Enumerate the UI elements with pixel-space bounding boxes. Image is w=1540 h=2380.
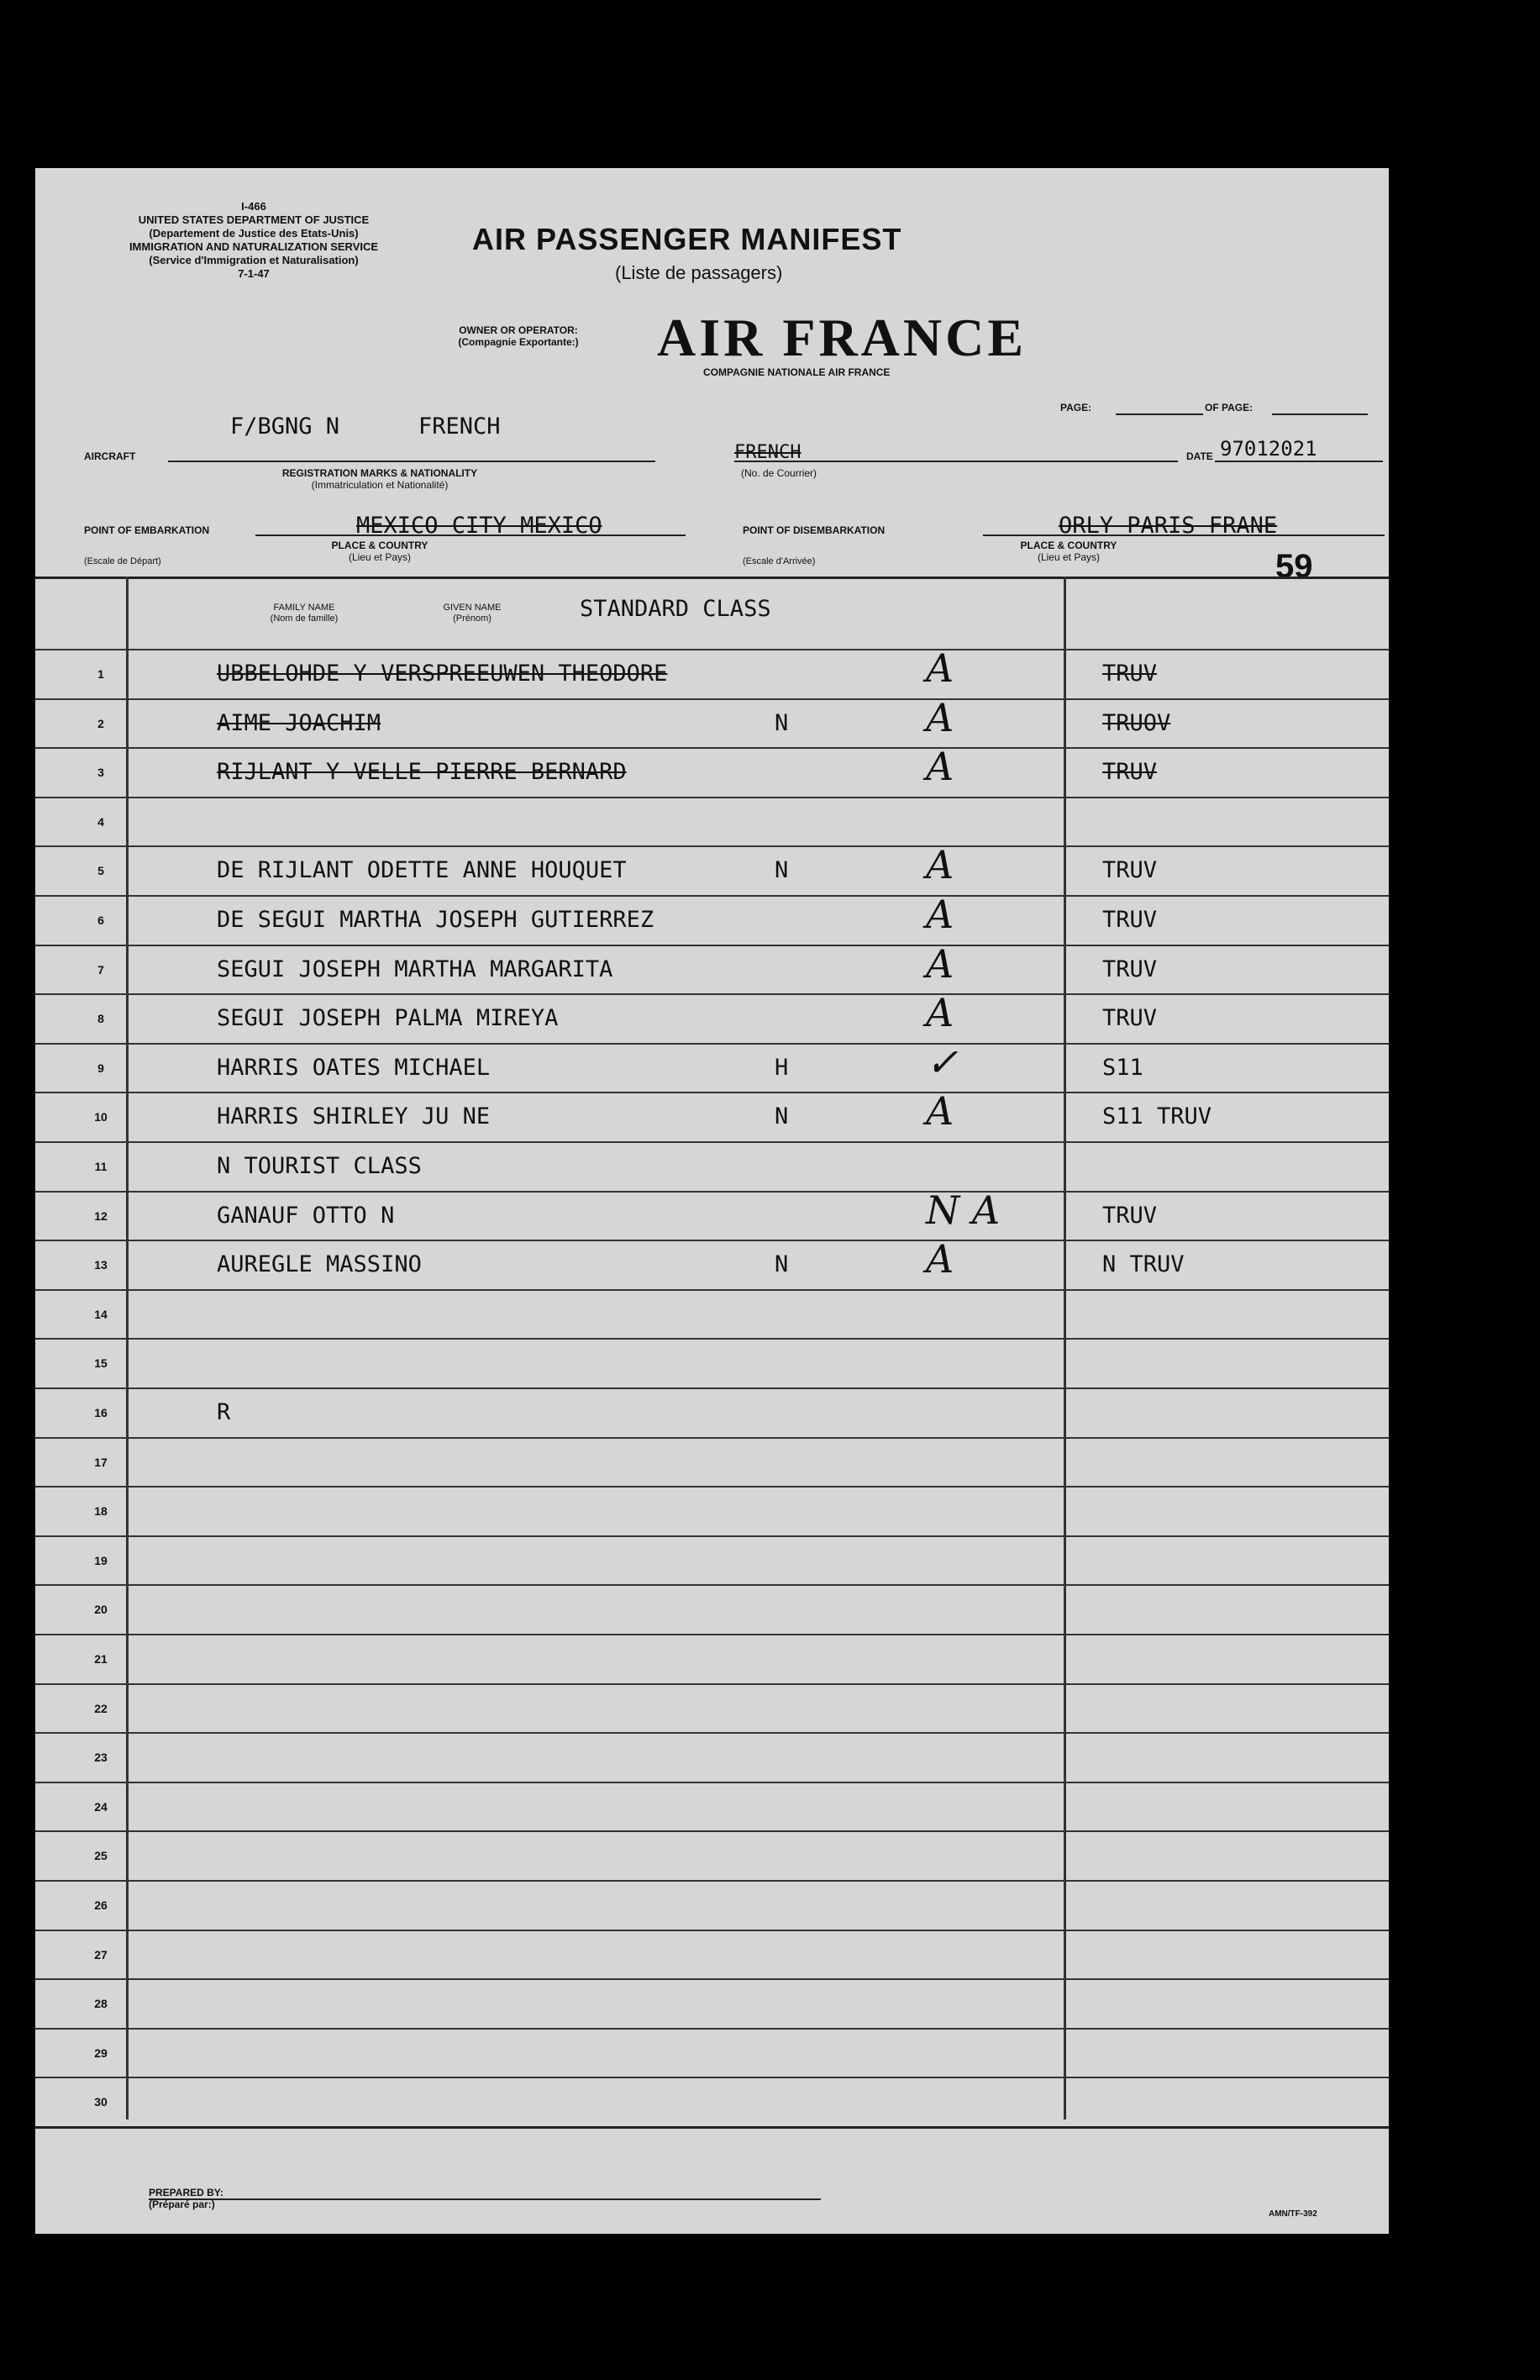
row-number: 17: [94, 1455, 108, 1469]
passenger-name: AUREGLE MASSINO: [217, 1251, 422, 1278]
table-row: [35, 1088, 1389, 1143]
of-page-label: OF PAGE:: [1205, 402, 1254, 413]
passenger-name: N TOURIST CLASS: [217, 1153, 422, 1179]
row-number: 13: [94, 1258, 108, 1272]
passenger-mark: N: [775, 1103, 789, 1130]
remarks-code: N TRUV: [1102, 1251, 1185, 1278]
remarks-code: TRUV: [1102, 857, 1158, 884]
passenger-name: UBBELOHDE Y VERSPREEUWEN THEODORE: [217, 661, 668, 687]
disembark-place-label-block: [1001, 540, 1136, 563]
table-row: [35, 1039, 1389, 1094]
row-number: 15: [94, 1356, 108, 1371]
passenger-mark: N: [775, 709, 789, 736]
page-label: PAGE:: [1060, 402, 1092, 413]
table-row: [35, 1486, 1389, 1537]
row-number: 25: [94, 1849, 108, 1863]
table-row: [35, 1584, 1389, 1635]
table-row: [35, 1187, 1389, 1242]
number-column-divider: [126, 577, 129, 2119]
row-number: 19: [94, 1553, 108, 1567]
embark-place-label: PLACE & COUNTRY: [331, 540, 428, 551]
row-number: 11: [94, 1160, 108, 1173]
table-row: [35, 940, 1389, 996]
passenger-name: SEGUI JOSEPH MARTHA MARGARITA: [217, 956, 613, 982]
registration-label-block: [203, 467, 556, 491]
remarks-column-divider: [1064, 577, 1066, 2119]
embarkation-label-fr: (Escale de Départ): [84, 556, 161, 566]
passenger-mark: N: [775, 1251, 789, 1278]
aircraft-nationality: FRENCH: [418, 413, 501, 440]
table-row: [35, 694, 1389, 750]
remarks-code: S11 TRUV: [1102, 1103, 1212, 1130]
row-number: 29: [94, 2046, 108, 2060]
given-name-label-fr: (Prénom): [453, 613, 491, 624]
page-number: 59: [1275, 548, 1313, 585]
row-number: 23: [94, 1751, 108, 1765]
table-row: [35, 1236, 1389, 1291]
row-number: 18: [94, 1504, 108, 1519]
embark-place-label-fr: (Lieu et Pays): [348, 551, 412, 563]
row-number: 26: [94, 1898, 108, 1912]
dept-line-4: (Service d'Immigration et Naturalisation): [149, 254, 359, 266]
remarks-code: TRUV: [1102, 661, 1158, 687]
table-bottom-rule: [35, 2126, 1389, 2129]
row-number: 1: [97, 667, 104, 681]
row-number: 28: [94, 1997, 108, 2011]
table-row: [35, 1782, 1389, 1833]
handwritten-annotation: N A: [926, 1187, 1001, 1233]
handwritten-annotation: A: [926, 1236, 954, 1282]
table-row: [35, 1634, 1389, 1685]
remarks-code: TRUOV: [1102, 709, 1171, 736]
courier-value: FRENCH: [734, 442, 802, 463]
handwritten-annotation: A: [926, 1088, 954, 1135]
table-row: [35, 2077, 1389, 2128]
table-row: [35, 1535, 1389, 1587]
table-row: [35, 1830, 1389, 1882]
date-value: 97012021: [1220, 437, 1317, 461]
handwritten-annotation: A: [926, 940, 954, 987]
table-row: [35, 2028, 1389, 2079]
remarks-code: TRUV: [1102, 1005, 1158, 1032]
handwritten-annotation: A: [926, 744, 954, 790]
prepared-by-label: PREPARED BY:: [149, 2187, 223, 2198]
prepared-by-line: [149, 2198, 821, 2200]
handwritten-annotation: A: [926, 645, 954, 691]
given-name-header: [430, 603, 514, 624]
owner-label-fr: (Compagnie Exportante:): [458, 336, 579, 348]
disembark-place-label-fr: (Lieu et Pays): [1037, 551, 1101, 563]
courier-label: (No. de Courrier): [741, 467, 817, 479]
passenger-name: GANAUF OTTO N: [217, 1202, 395, 1229]
remarks-code: TRUV: [1102, 907, 1158, 933]
class-header: STANDARD CLASS: [580, 596, 771, 622]
passenger-name: HARRIS SHIRLEY JU NE: [217, 1103, 491, 1130]
disembarkation-field-line: [983, 534, 1385, 536]
embarkation-field-line: [255, 534, 686, 536]
remarks-code: TRUV: [1102, 956, 1158, 982]
registration-label-fr: (Immatriculation et Nationalité): [311, 479, 449, 491]
form-number: I-466: [241, 200, 266, 213]
given-name-label: GIVEN NAME: [443, 603, 502, 613]
page-field-line: [1116, 413, 1203, 415]
passenger-name: HARRIS OATES MICHAEL: [217, 1054, 491, 1081]
owner-label: OWNER OR OPERATOR:: [459, 324, 578, 336]
table-row: [35, 892, 1389, 946]
row-number: 22: [94, 1701, 108, 1715]
department-block: [69, 200, 439, 281]
dept-line-1: UNITED STATES DEPARTMENT OF JUSTICE: [138, 213, 370, 226]
row-number: 3: [97, 766, 104, 780]
passenger-mark: H: [775, 1054, 789, 1081]
family-name-label-fr: (Nom de famille): [270, 613, 339, 624]
passenger-name: DE SEGUI MARTHA JOSEPH GUTIERREZ: [217, 907, 654, 933]
operator-subtitle: COMPAGNIE NATIONALE AIR FRANCE: [703, 366, 891, 378]
handwritten-annotation: A: [926, 990, 954, 1036]
table-row: [35, 645, 1389, 700]
row-number: 7: [97, 962, 104, 977]
passenger-mark: N: [775, 857, 789, 884]
remarks-code: S11: [1102, 1054, 1143, 1081]
registration-label: REGISTRATION MARKS & NATIONALITY: [281, 467, 478, 479]
table-row: [35, 1289, 1389, 1340]
of-page-field-line: [1272, 413, 1368, 415]
passenger-name: R: [217, 1399, 231, 1425]
aircraft-registration: F/BGNG N: [230, 413, 340, 440]
row-number: 30: [94, 2095, 108, 2109]
date-field-line: [1215, 461, 1383, 462]
row-number: 8: [97, 1012, 104, 1026]
disembarkation-label: POINT OF DISEMBARKATION: [743, 524, 886, 536]
form-code: AMN/TF-392: [1269, 2209, 1317, 2219]
table-row: [35, 1387, 1389, 1439]
manifest-title-fr: (Liste de passagers): [615, 262, 783, 283]
date-label: DATE: [1186, 450, 1213, 462]
table-row: [35, 1141, 1389, 1193]
row-number: 5: [97, 864, 104, 878]
embarkation-label: POINT OF EMBARKATION: [84, 524, 210, 536]
passenger-name: SEGUI JOSEPH PALMA MIREYA: [217, 1005, 559, 1032]
prepared-by-label-fr: (Préparé par:): [149, 2198, 215, 2210]
handwritten-annotation: A: [926, 694, 954, 740]
disembarkation-value: ORLY PARIS FRANE: [1059, 513, 1278, 539]
table-row: [35, 1338, 1389, 1389]
row-number: 10: [94, 1110, 108, 1124]
remarks-code: TRUV: [1102, 1202, 1158, 1229]
aircraft-field-line: [168, 461, 655, 462]
row-number: 16: [94, 1406, 108, 1419]
row-number: 27: [94, 1947, 108, 1961]
row-number: 20: [94, 1603, 108, 1617]
table-row: [35, 1683, 1389, 1735]
owner-label-block: [418, 324, 619, 348]
row-number: 4: [97, 814, 104, 829]
table-row: [35, 1930, 1389, 1981]
table-row: [35, 797, 1389, 848]
table-row: [35, 1437, 1389, 1488]
row-number: 24: [94, 1799, 108, 1814]
handwritten-annotation: A: [926, 892, 954, 937]
table-row: [35, 990, 1389, 1045]
family-name-header: [245, 603, 363, 624]
manifest-title: AIR PASSENGER MANIFEST: [472, 222, 902, 256]
disembarkation-label-fr: (Escale d'Arrivée): [743, 556, 816, 566]
courier-field-line: [734, 461, 1178, 462]
passenger-name: AIME JOACHIM: [217, 709, 381, 736]
row-number: 12: [94, 1208, 108, 1223]
operator-name: AIR FRANCE: [657, 308, 1027, 367]
table-row: [35, 1978, 1389, 2030]
dept-line-2: (Departement de Justice des Etats-Unis): [149, 227, 359, 240]
embarkation-value: MEXICO CITY MEXICO: [356, 513, 602, 539]
table-row: [35, 1880, 1389, 1931]
aircraft-label: AIRCRAFT: [84, 450, 136, 462]
table-row: [35, 744, 1389, 798]
table-header-row: [35, 577, 1389, 651]
row-number: 9: [97, 1061, 104, 1075]
row-number: 6: [97, 914, 104, 927]
handwritten-annotation: A: [926, 842, 954, 888]
table-row: [35, 842, 1389, 897]
remarks-code: TRUV: [1102, 759, 1158, 786]
passenger-name: DE RIJLANT ODETTE ANNE HOUQUET: [217, 857, 627, 884]
row-number: 21: [94, 1652, 108, 1666]
passenger-name: RIJLANT Y VELLE PIERRE BERNARD: [217, 759, 627, 786]
manifest-document: [35, 168, 1389, 2234]
form-date-code: 7-1-47: [238, 267, 270, 280]
dept-line-3: IMMIGRATION AND NATURALIZATION SERVICE: [129, 240, 379, 253]
disembark-place-label: PLACE & COUNTRY: [1020, 540, 1117, 551]
row-number: 14: [94, 1307, 108, 1321]
handwritten-annotation: ✓: [926, 1039, 959, 1085]
family-name-label: FAMILY NAME: [273, 603, 335, 613]
row-number: 2: [97, 716, 104, 730]
embark-place-label-block: [313, 540, 447, 563]
table-row: [35, 1732, 1389, 1783]
